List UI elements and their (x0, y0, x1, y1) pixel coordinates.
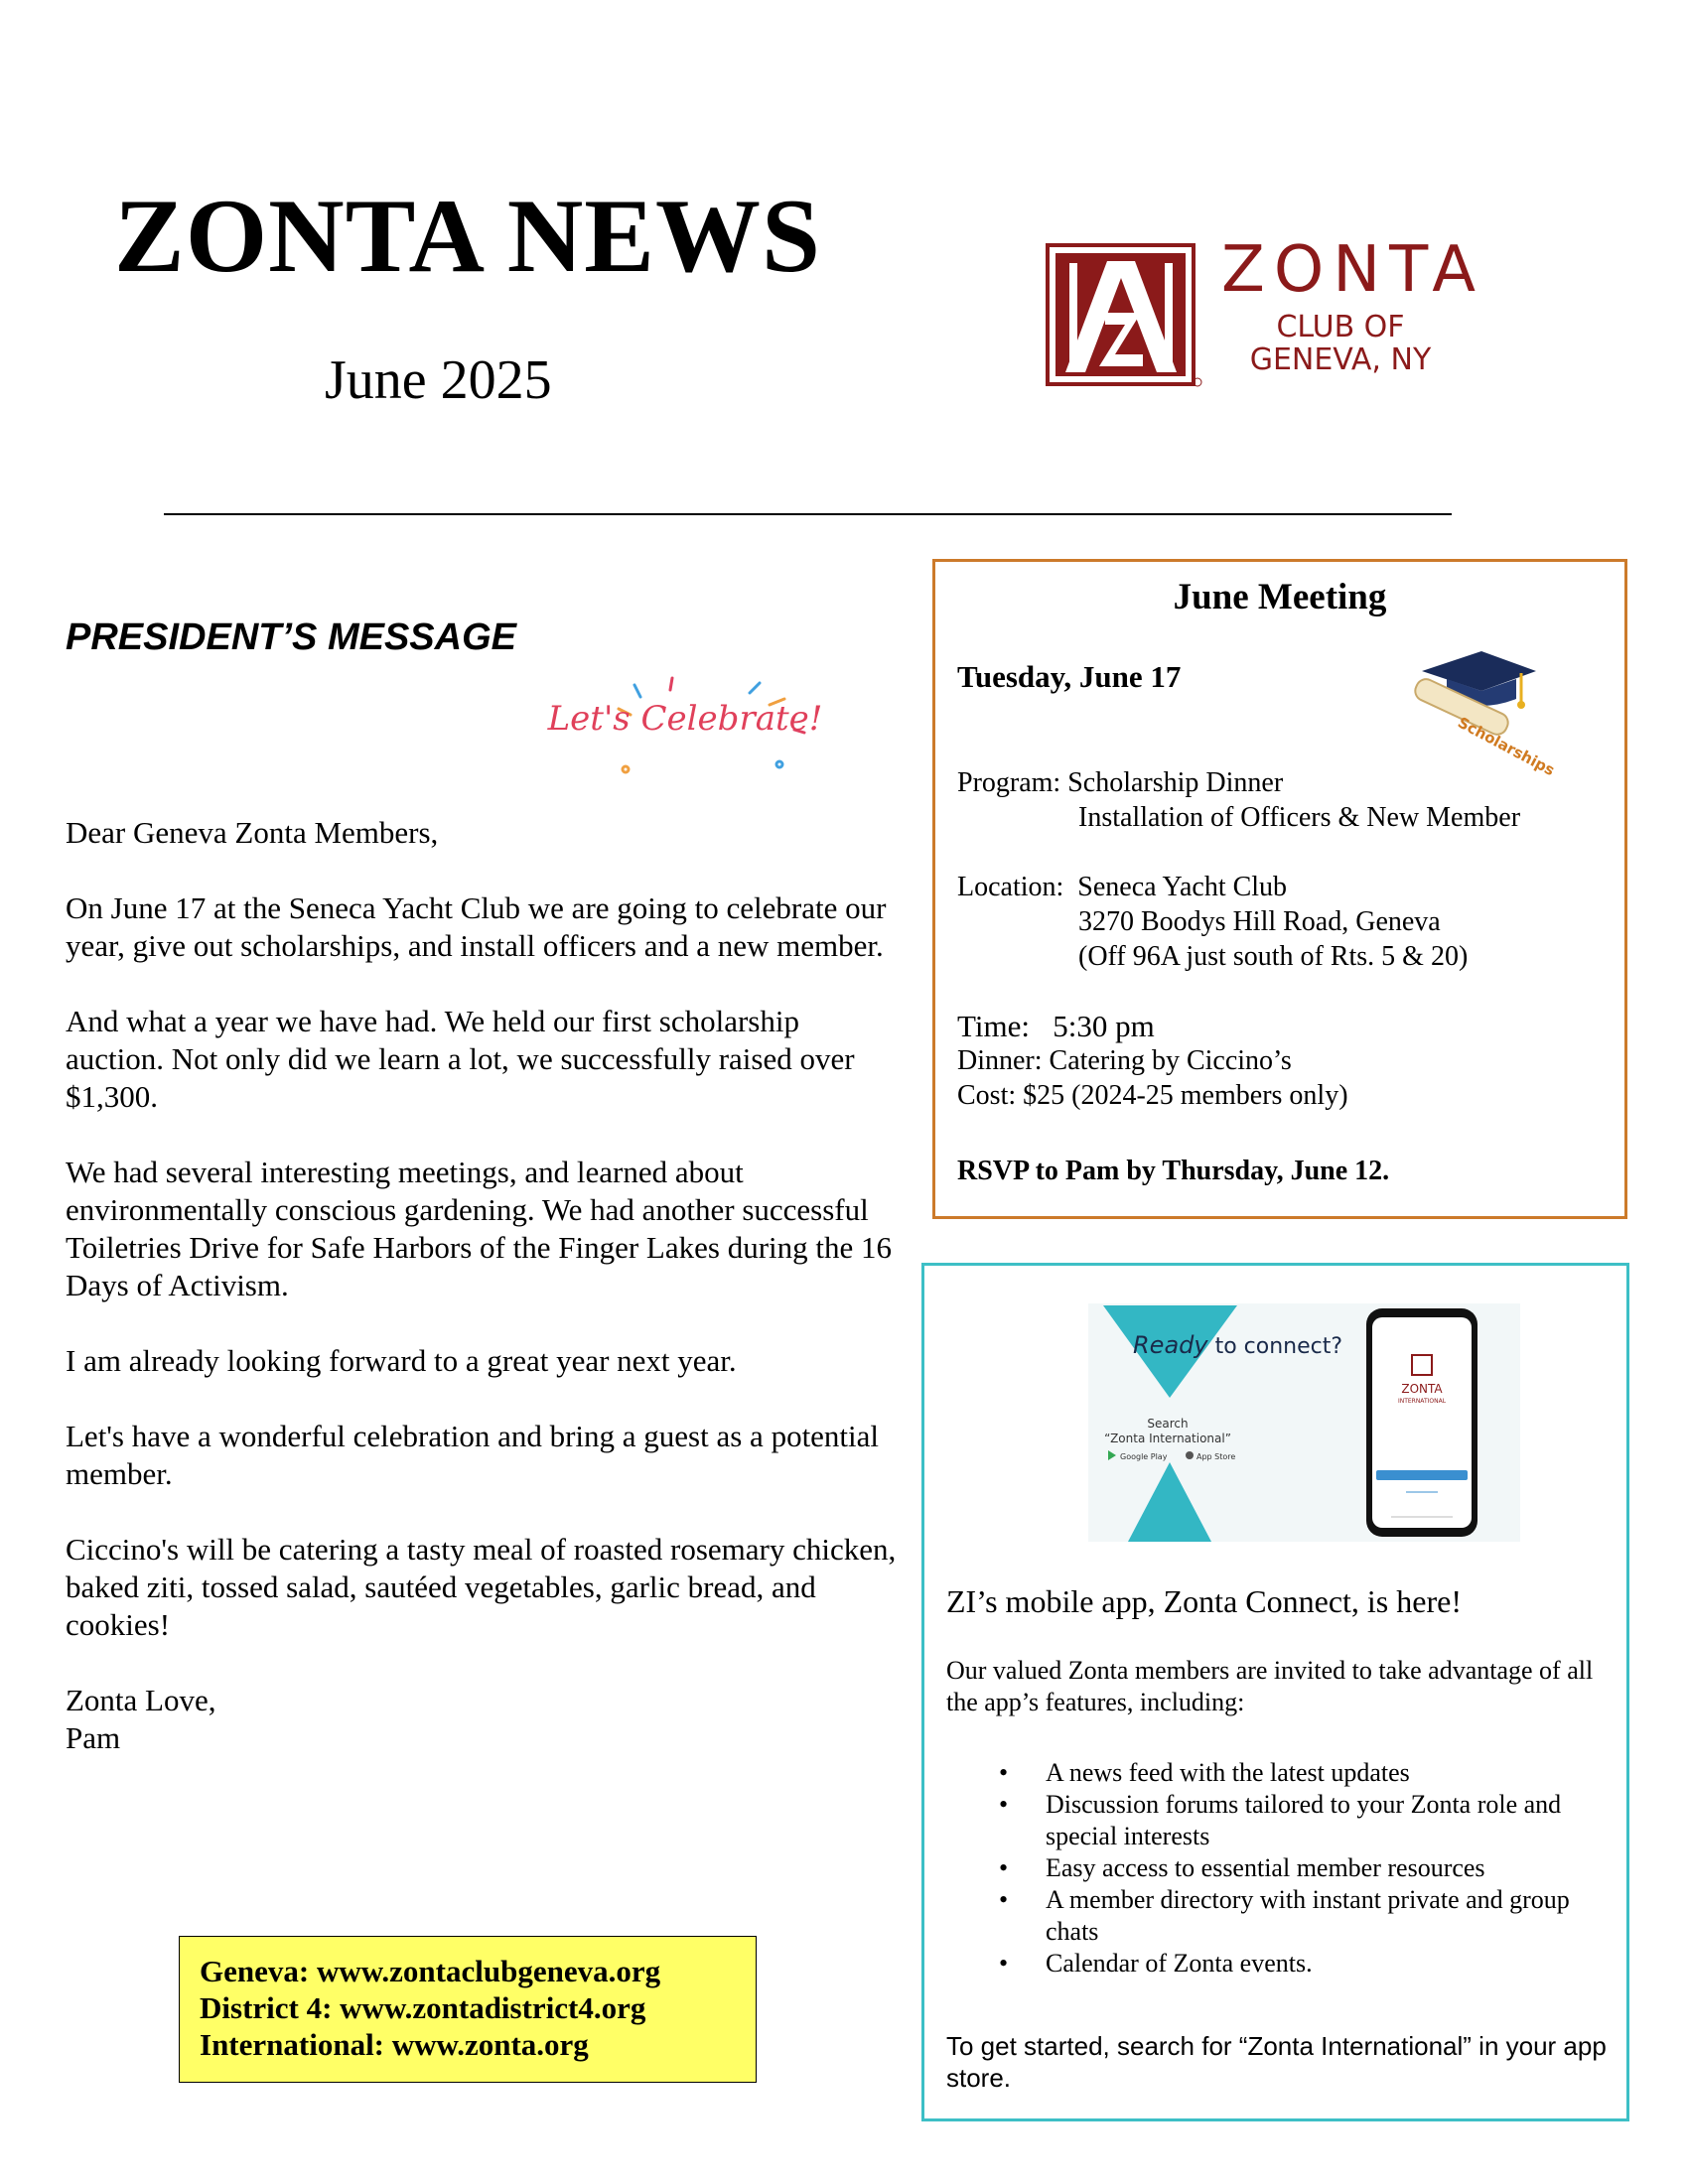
newsletter-title: ZONTA NEWS (114, 178, 821, 294)
scholarship-cap-icon (1402, 641, 1558, 780)
program-line-1: Scholarship Dinner (1067, 767, 1284, 798)
meeting-date: Tuesday, June 17 (957, 659, 1182, 694)
letter-paragraph: And what a year we have had. We held our first scholarship auction. Not only did we learn a lot, we successfully raised over $1,300. (66, 1004, 855, 1114)
newsletter-date: June 2025 (325, 349, 552, 411)
letter-signature: Pam (66, 1720, 121, 1755)
time-label: Time: (957, 1009, 1030, 1043)
list-item: • A member directory with instant private and group chats (946, 1884, 1612, 1948)
promo-search-text: Search (1147, 1417, 1189, 1431)
logo-zonta-text: ZONTA (1221, 233, 1484, 307)
letter-paragraph: We had several interesting meetings, and learned about environmentally conscious gardening. We had another successful Toiletries Drive for Safe Harbors of the Finger Lakes during the 16 Days of Activism. (66, 1155, 893, 1302)
letter-paragraph: I am already looking forward to a great year next year. (66, 1343, 737, 1378)
list-item: • Discussion forums tailored to your Zonta role and special interests (946, 1789, 1612, 1852)
celebrate-image-text: Let's Celebrate! (547, 699, 823, 739)
promo-connect-text: to connect? (1207, 1334, 1343, 1359)
app-features-list (946, 1757, 1612, 1979)
letter-closing: Zonta Love, (66, 1683, 216, 1717)
letter-paragraph: Dear Geneva Zonta Members, (66, 815, 439, 850)
promo-phone-brand-sub: INTERNATIONAL (1397, 1398, 1447, 1405)
program-label: Program: (957, 767, 1061, 798)
geneva-link[interactable]: Geneva: www.zontaclubgeneva.org (200, 1954, 661, 1988)
logo-club-of-text: CLUB OF (1276, 310, 1405, 344)
meeting-cost: Cost: $25 (2024-25 members only) (957, 1080, 1348, 1111)
meeting-time: 5:30 pm (1053, 1009, 1155, 1043)
presidents-message-heading: PRESIDENT’S MESSAGE (66, 616, 516, 658)
district-link[interactable]: District 4: www.zontadistrict4.org (200, 1990, 646, 2025)
location-line-2: 3270 Boodys Hill Road, Geneva (1078, 906, 1441, 937)
zonta-connect-promo-image (1088, 1303, 1520, 1542)
letter-paragraph: Let's have a wonderful celebration and bring a guest as a potential member. (66, 1419, 880, 1491)
june-meeting-box (932, 559, 1627, 1219)
international-link[interactable]: International: www.zonta.org (200, 2027, 589, 2062)
list-item: • Calendar of Zonta events. (946, 1948, 1612, 1979)
promo-app-store: App Store (1196, 1452, 1236, 1461)
app-intro: Our valued Zonta members are invited to take advantage of all the app’s features, including: (946, 1656, 1594, 1716)
zonta-connect-app-box (921, 1263, 1629, 2121)
lets-celebrate-image (547, 675, 823, 804)
website-links-box (179, 1936, 757, 2083)
location-line-1: Seneca Yacht Club (1077, 872, 1288, 902)
location-line-3: (Off 96A just south of Rts. 5 & 20) (1078, 941, 1469, 972)
app-outro: To get started, search for “Zonta International” in your app store. (946, 2031, 1607, 2093)
svg-text:Ready to connect? (1133, 1331, 1342, 1359)
location-label: Location: (957, 872, 1064, 902)
promo-search-term: “Zonta International” (1104, 1432, 1231, 1445)
promo-google-play: Google Play (1120, 1452, 1168, 1461)
letter-paragraph: On June 17 at the Seneca Yacht Club we are going to celebrate our year, give out scholarships, and install officers and a new member. (66, 890, 887, 963)
app-heading: ZI’s mobile app, Zonta Connect, is here! (946, 1583, 1462, 1619)
logo-location-text: GENEVA, NY (1249, 342, 1432, 377)
meeting-title: June Meeting (1173, 577, 1387, 617)
meeting-dinner: Dinner: Catering by Ciccino’s (957, 1045, 1292, 1076)
header-divider (164, 513, 1452, 515)
meeting-rsvp: RSVP to Pam by Thursday, June 12. (957, 1156, 1390, 1186)
list-item: • A news feed with the latest updates (946, 1757, 1612, 1789)
list-item: • Easy access to essential member resources (946, 1852, 1612, 1884)
letter-paragraph: Ciccino's will be catering a tasty meal of roasted rosemary chicken, baked ziti, tossed salad, sautéed vegetables, garlic bread, and cookies! (66, 1532, 897, 1642)
program-line-2: Installation of Officers & New Member (1078, 802, 1521, 833)
presidents-letter (66, 814, 900, 1757)
meeting-details (957, 765, 1613, 1113)
scholarships-image-text: Scholarships (1455, 713, 1558, 780)
promo-phone-brand: ZONTA (1401, 1382, 1443, 1396)
promo-ready-text: Ready (1133, 1331, 1208, 1359)
